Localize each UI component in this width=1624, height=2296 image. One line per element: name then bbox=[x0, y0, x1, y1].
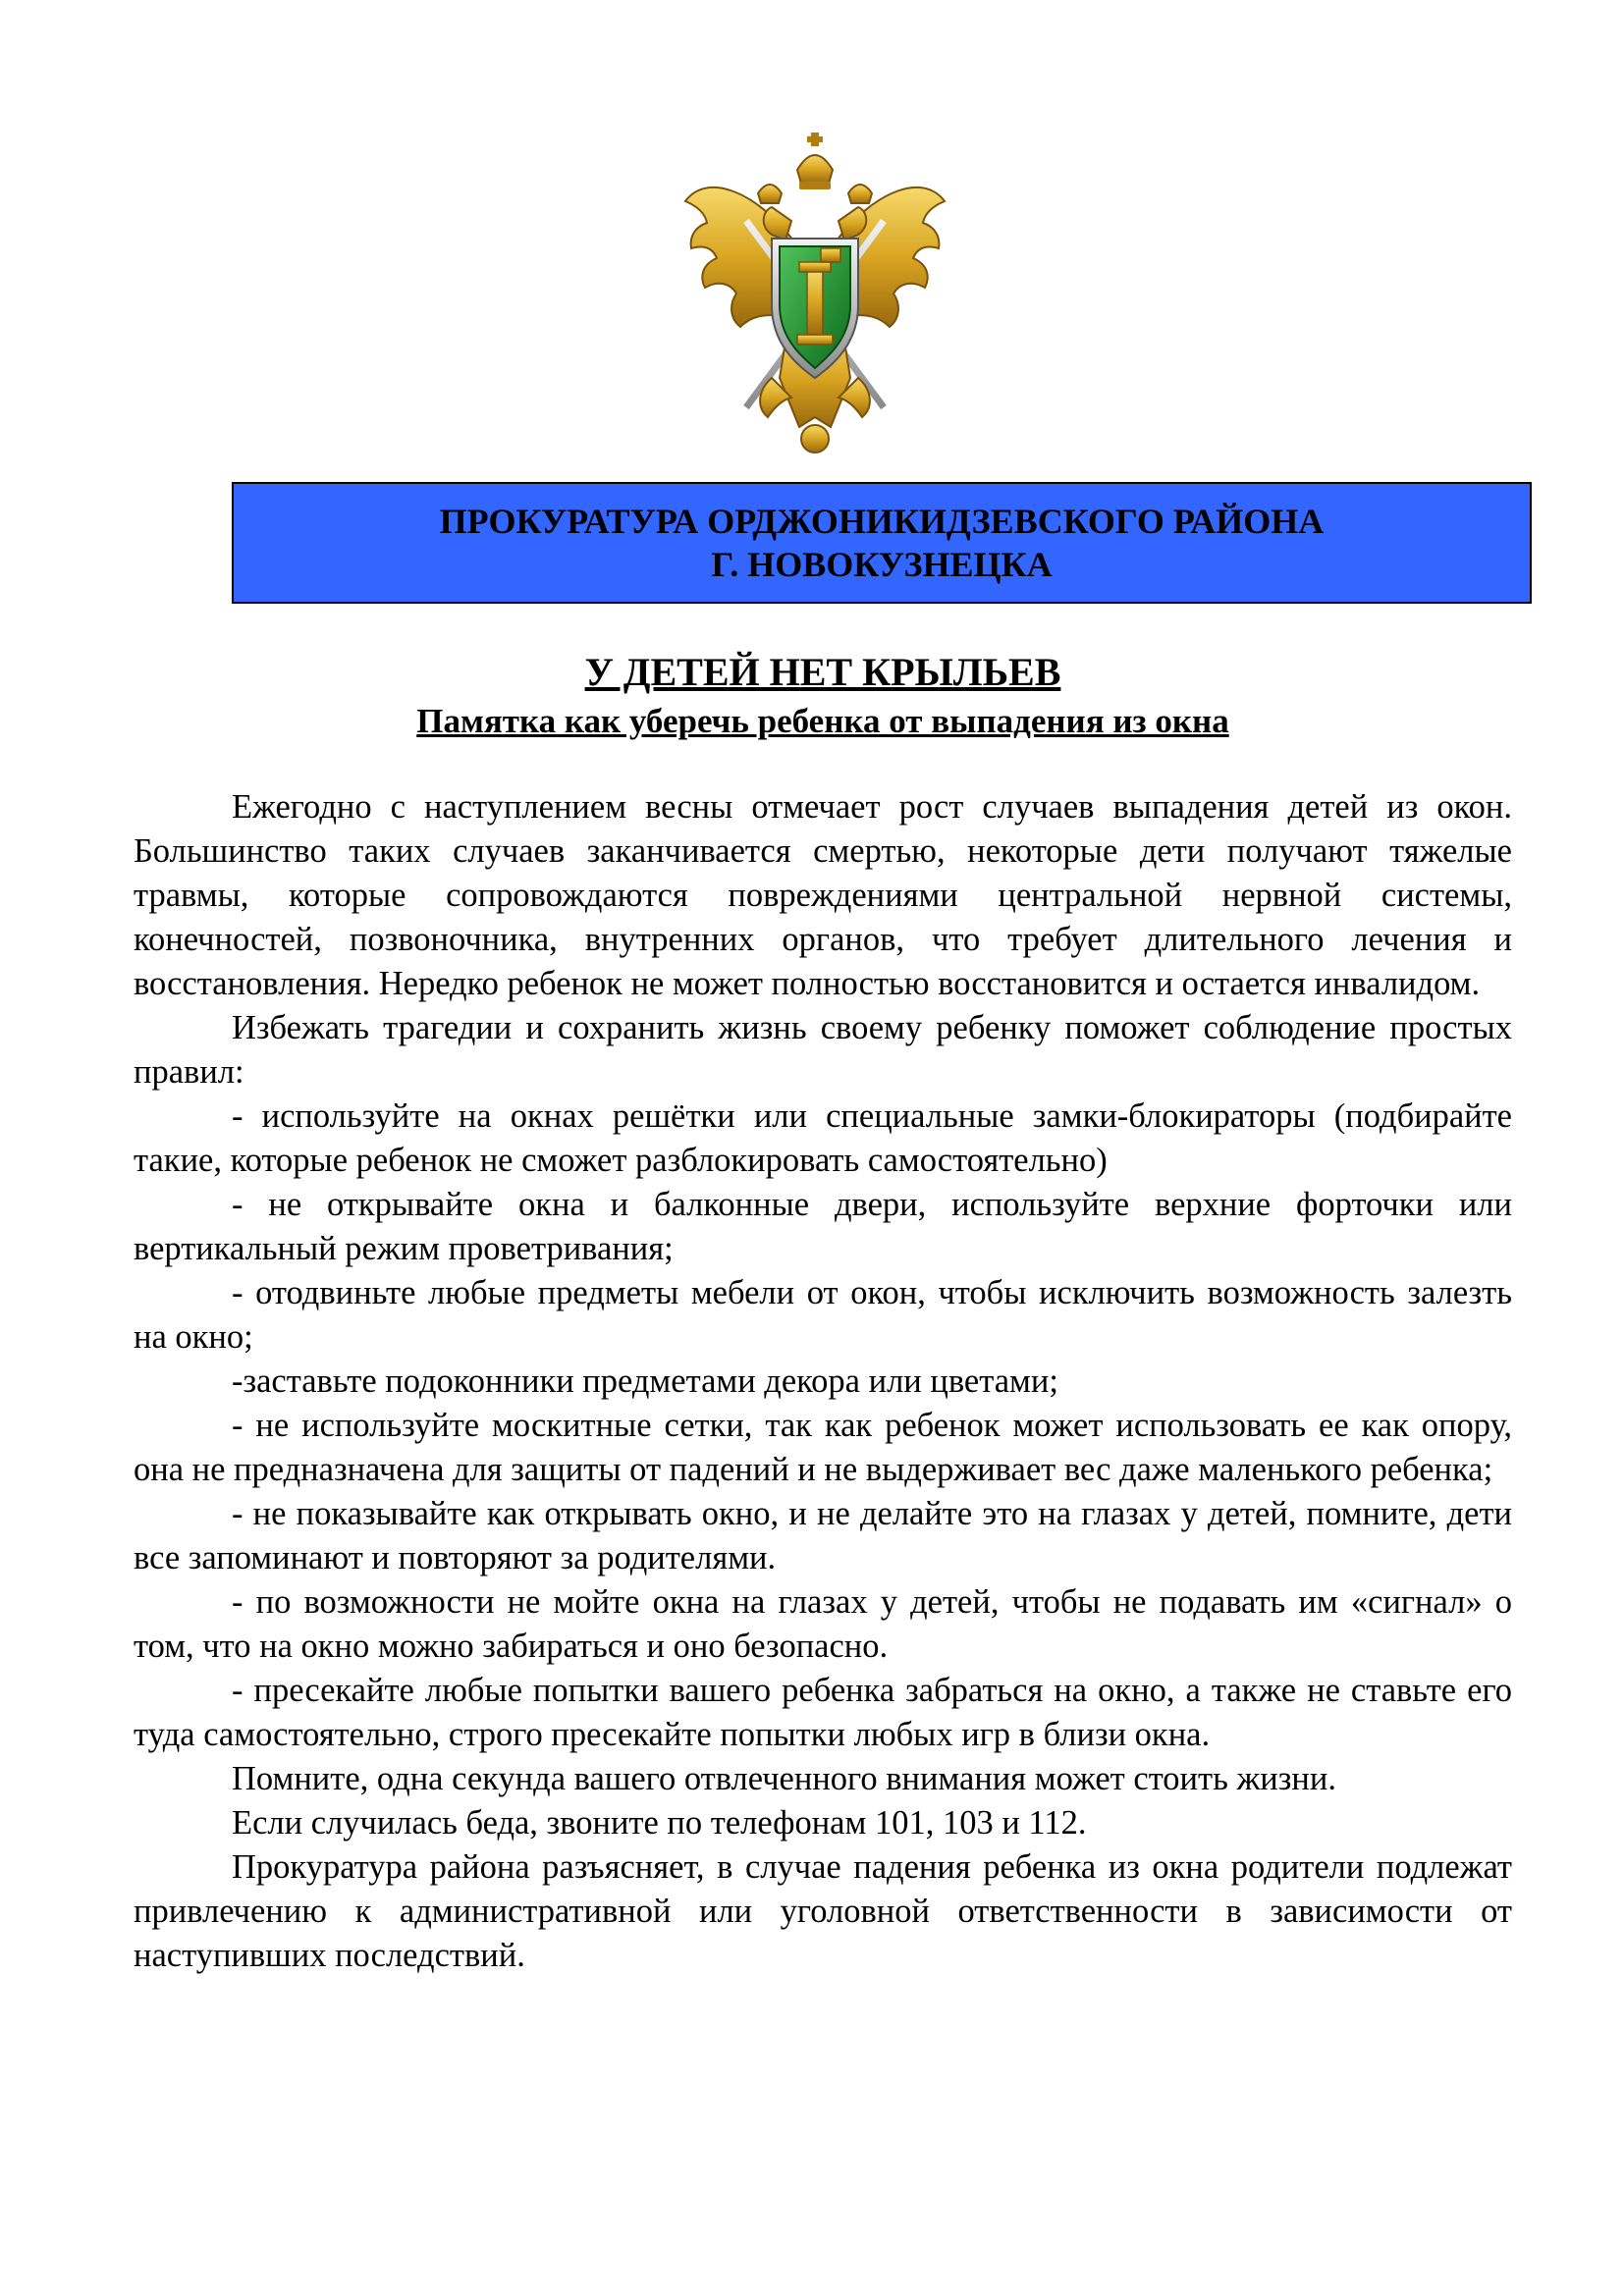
rule-item: - не открывайте окна и балконные двери, используйте верхние форточки или вертикальный режим проветривания; bbox=[134, 1186, 1512, 1267]
organization-name-line2: Г. НОВОКУЗНЕЦКА bbox=[711, 545, 1053, 584]
document-title: У ДЕТЕЙ НЕТ КРЫЛЬЕВ bbox=[584, 650, 1061, 694]
rule-item: - пресекайте любые попытки вашего ребенка забраться на окно, а также не ставьте его туда самостоятельно, строго пресекайте попытки любых игр в близи окна. bbox=[134, 1672, 1512, 1753]
rule-item: - отодвиньте любые предметы мебели от окон, чтобы исключить возможность залезть на окно; bbox=[134, 1274, 1512, 1356]
rule-item: -заставьте подоконники предметами декора или цветами; bbox=[232, 1362, 1058, 1400]
prosecutor-emblem-icon bbox=[677, 133, 952, 456]
organization-banner bbox=[232, 482, 1532, 604]
paragraph-rules-intro: Избежать трагедии и сохранить жизнь своему ребенку поможет соблюдение простых правил: bbox=[134, 1009, 1512, 1091]
document-body bbox=[134, 785, 1512, 1978]
paragraph-legal-note: Прокуратура района разъясняет, в случае падения ребенка из окна родители подлежат привлечению к административной или уголовной ответственности в зависимости от наступивших последствий. bbox=[134, 1848, 1512, 1974]
crown-icon bbox=[797, 133, 833, 189]
paragraph-reminder: Помните, одна секунда вашего отвлеченного внимания может стоить жизни. bbox=[232, 1760, 1336, 1797]
rule-item: - используйте на окнах решётки или специальные замки-блокираторы (подбирайте такие, которые ребенок не сможет разблокировать самостоятельно) bbox=[134, 1097, 1512, 1179]
paragraph-intro: Ежегодно с наступлением весны отмечает рост случаев выпадения детей из окон. Большинство таких случаев заканчивается смертью, некоторые дети получают тяжелые травмы, которые сопровождаются повреждениями центральной нервной системы, конечностей, позвоночника, внутренних органов, что требует длительного лечения и восстановления. Нередко ребенок не может полностью восстановится и остается инвалидом. bbox=[134, 788, 1512, 1002]
rule-item: - не используйте москитные сетки, так как ребенок может использовать ее как опору, она не предназначена для защиты от падений и не выдерживает вес даже маленького ребенка; bbox=[134, 1407, 1512, 1488]
rule-item: - по возможности не мойте окна на глазах у детей, чтобы не подавать им «сигнал» о том, что на окно можно забираться и оно безопасно. bbox=[134, 1583, 1512, 1665]
rule-item: - не показывайте как открывать окно, и не делайте это на глазах у детей, помните, дети все запоминают и повторяют за родителями. bbox=[134, 1495, 1512, 1576]
document-subtitle: Памятка как уберечь ребенка от выпадения из окна bbox=[416, 702, 1229, 740]
paragraph-emergency-phones: Если случилась беда, звоните по телефонам 101, 103 и 112. bbox=[232, 1804, 1087, 1842]
organization-name-line1: ПРОКУРАТУРА ОРДЖОНИКИДЗЕВСКОГО РАЙОНА bbox=[439, 502, 1325, 541]
